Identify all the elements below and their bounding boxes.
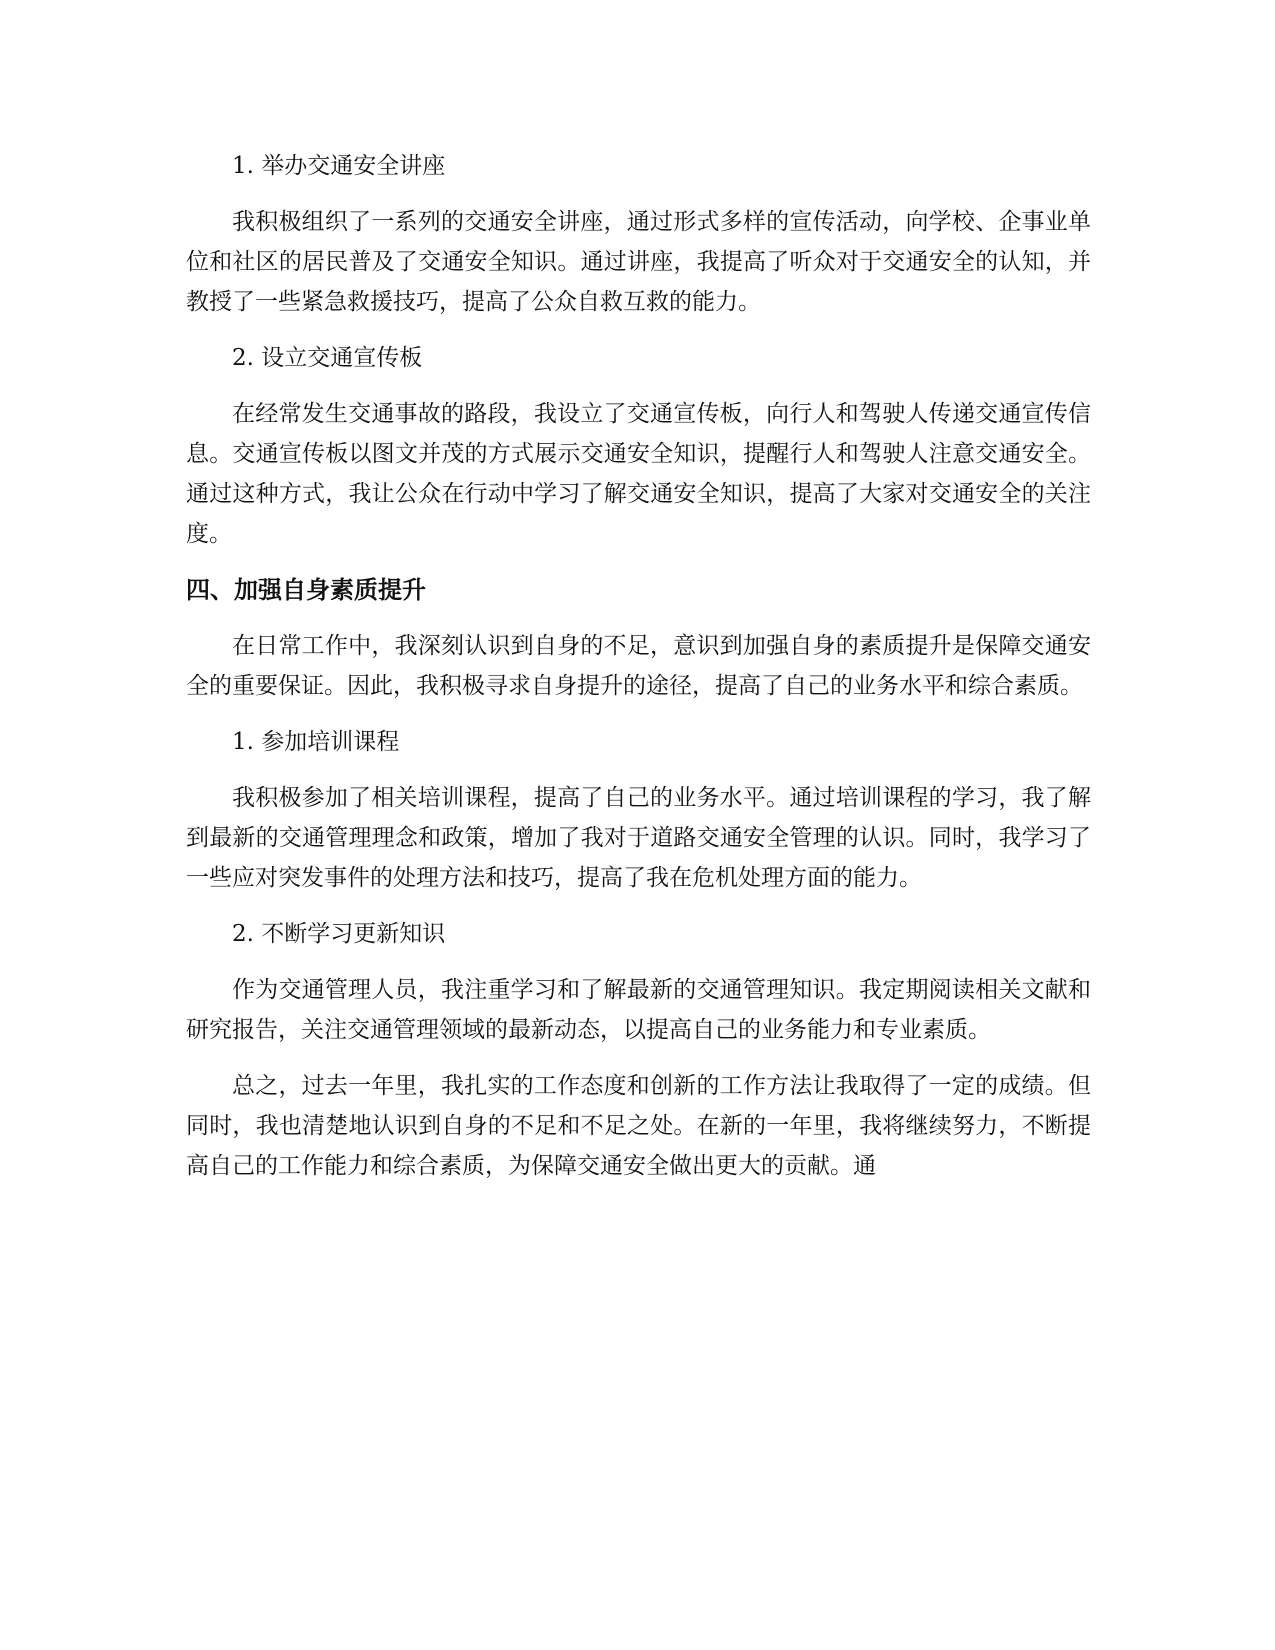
subheading-learning: 2. 不断学习更新知识 <box>232 921 446 947</box>
paragraph-training: 我积极参加了相关培训课程，提高了自己的业务水平。通过培训课程的学习，我了解到最新的交通管理理念和政策，增加了我对于道路交通安全管理的认识。同时，我学习了一些应对突发事件的处理方法和技巧，提高了我在危机处理方面的能力。 <box>186 785 1091 891</box>
paragraph-boards: 在经常发生交通事故的路段，我设立了交通宣传板，向行人和驾驶人传递交通宣传信息。交通宣传板以图文并茂的方式展示交通安全知识，提醒行人和驾驶人注意交通安全。通过这种方式，我让公众在行动中学习了解交通安全知识，提高了大家对交通安全的关注度。 <box>186 401 1091 547</box>
subheading-training: 1. 参加培训课程 <box>232 729 400 755</box>
subheading-lectures: 1. 举办交通安全讲座 <box>232 153 446 179</box>
paragraph-learning: 作为交通管理人员，我注重学习和了解最新的交通管理知识。我定期阅读相关文献和研究报告，关注交通管理领域的最新动态，以提高自己的业务能力和专业素质。 <box>186 977 1091 1043</box>
document-page <box>186 146 1091 1202</box>
subheading-boards: 2. 设立交通宣传板 <box>232 345 423 371</box>
paragraph-conclusion: 总之，过去一年里，我扎实的工作态度和创新的工作方法让我取得了一定的成绩。但同时，我也清楚地认识到自身的不足和不足之处。在新的一年里，我将继续努力，不断提高自己的工作能力和综合素质，为保障交通安全做出更大的贡献。通 <box>186 1073 1091 1179</box>
section-heading-self-improvement: 四、加强自身素质提升 <box>186 576 426 604</box>
paragraph-lectures: 我积极组织了一系列的交通安全讲座，通过形式多样的宣传活动，向学校、企事业单位和社区的居民普及了交通安全知识。通过讲座，我提高了听众对于交通安全的认知，并教授了一些紧急救援技巧，提高了公众自救互救的能力。 <box>186 209 1091 315</box>
paragraph-self-improvement: 在日常工作中，我深刻认识到自身的不足，意识到加强自身的素质提升是保障交通安全的重要保证。因此，我积极寻求自身提升的途径，提高了自己的业务水平和综合素质。 <box>186 633 1091 699</box>
